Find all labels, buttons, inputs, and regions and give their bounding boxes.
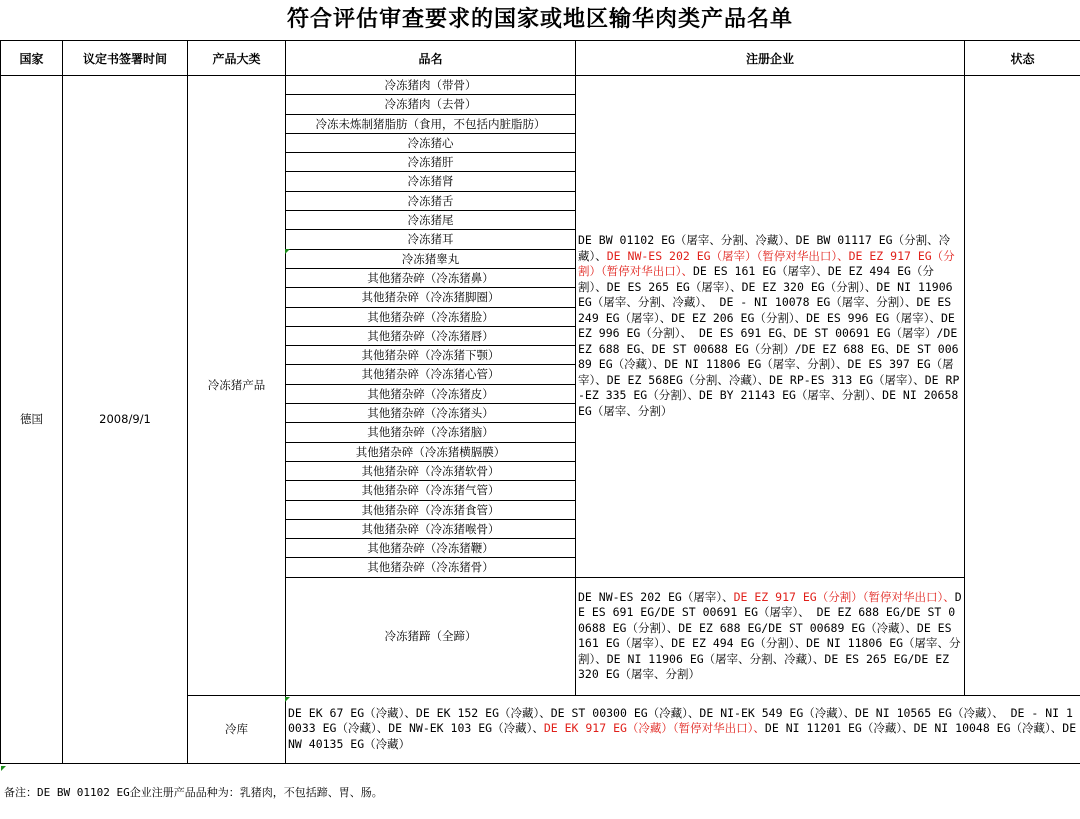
product-name-cell: 其他猪杂碎（冷冻猪骨）: [286, 558, 576, 577]
product-name-cell: 冷冻猪睾丸: [286, 249, 576, 268]
product-name-cell: 冷冻猪肾: [286, 172, 576, 191]
product-name-cell: 其他猪杂碎（冷冻猪脑）: [286, 423, 576, 442]
enterprise-text: DE ES 161 EG（屠宰）、DE EZ 494 EG（分割）、DE ES 265 EG（屠宰）、DE EZ 320 EG（分割）、DE NI 11906 EG（屠宰、分割、冷藏）、 DE - NI 10078 EG（屠宰、分割）、DE ES 249 EG（屠宰）、DE EZ 206 EG（分割）、DE ES 996 EG（屠宰）、DE EZ 996 EG（分割）、 DE ES 691 EG、DE ST 00691 EG（屠宰）/DE EZ 688 EG、DE ST 00688 EG（分割）/DE EZ 688 EG、DE ST 00689 EG（冷藏）、DE NI 11806 EG（屠宰、分割）、DE ES 397 EG（屠宰）、DE EZ 568EG（分割、冷藏）、DE RP-ES 313 EG（屠宰）、DE RP-EZ 335 EG（分割）、DE BY 21143 EG（屠宰、分割）、DE NI 20658 EG（屠宰、分割）: [578, 264, 960, 418]
product-name-cell: 其他猪杂碎（冷冻猪脸）: [286, 307, 576, 326]
category-cell: 冷冻猪产品: [188, 76, 286, 696]
enterprise-cell: [576, 577, 965, 695]
comment-marker: [285, 697, 290, 702]
footnote: 备注：DE BW 01102 EG企业注册产品品种为：乳猪肉，不包括蹄、胃、肠。: [4, 786, 383, 799]
product-name-cell: 冷冻猪心: [286, 133, 576, 152]
product-name-cell: 其他猪杂碎（冷冻猪食管）: [286, 500, 576, 519]
header-category: 产品大类: [188, 41, 286, 76]
product-name-cell: 其他猪杂碎（冷冻猪喉骨）: [286, 519, 576, 538]
category-cell: 冷库: [188, 695, 286, 763]
product-name-cell: 冷冻猪肉（带骨）: [286, 76, 576, 95]
product-name-cell: 其他猪杂碎（冷冻猪气管）: [286, 481, 576, 500]
enterprise-text: DE NW-ES 202 EG（屠宰）、: [578, 589, 734, 604]
page-title: 符合评估审查要求的国家或地区输华肉类产品名单: [286, 7, 793, 32]
product-name-cell: 冷冻猪肝: [286, 153, 576, 172]
product-name-cell: 其他猪杂碎（冷冻猪下颚）: [286, 346, 576, 365]
product-name-cell: 其他猪杂碎（冷冻猪心管）: [286, 365, 576, 384]
product-name-cell: 其他猪杂碎（冷冻猪脚圈）: [286, 288, 576, 307]
comment-marker: [285, 249, 290, 254]
enterprise-text: DE BW 01102 EG（屠宰、分割、冷藏）、DE BW 01117 EG（分割、冷藏）、: [578, 233, 951, 263]
product-name-cell: 其他猪杂碎（冷冻猪软骨）: [286, 461, 576, 480]
header-country: 国家: [1, 41, 63, 76]
enterprise-text: DE ES 691 EG/DE ST 00691 EG（屠宰）、 DE EZ 688 EG/DE ST 00688 EG（分割）、DE EZ 688 EG/DE ST 00689 EG（冷藏）、DE ES 161 EG（屠宰）、DE EZ 494 EG（分割）、DE NI 11806 EG（屠宰、分割）、DE NI 11906 EG（屠宰、分割、冷藏）、DE ES 265 EG/DE EZ 320 EG（屠宰、分割）: [578, 589, 962, 682]
country-cell: 德国: [1, 76, 63, 764]
product-name-cell: 其他猪杂碎（冷冻猪皮）: [286, 384, 576, 403]
header-status: 状态: [965, 41, 1080, 76]
header-product: 品名: [286, 41, 576, 76]
product-name-cell: 冷冻未炼制猪脂肪（食用，不包括内脏脂肪）: [286, 114, 576, 133]
product-name-cell: 其他猪杂碎（冷冻猪横膈膜）: [286, 442, 576, 461]
enterprise-text: DE EK 67 EG（冷藏）、DE EK 152 EG（冷藏）、DE ST 00300 EG（冷藏）、DE NI-EK 549 EG（冷藏）、DE NI 10565 EG（冷藏）、 DE - NI 10033 EG（冷藏）、DE NW-EK 103 EG（冷藏）、: [288, 705, 1073, 736]
suspended-enterprise-text: DE EK 917 EG（冷藏）（暂停对华出口）、: [543, 721, 765, 736]
header-enterprise: 注册企业: [576, 41, 965, 76]
product-name-cell: 其他猪杂碎（冷冻猪唇）: [286, 326, 576, 345]
product-name-cell: 其他猪杂碎（冷冻猪鞭）: [286, 539, 576, 558]
suspended-enterprise-text: DE EZ 917 EG（分割）（暂停对华出口）、: [733, 589, 955, 604]
product-name-cell: 其他猪杂碎（冷冻猪头）: [286, 404, 576, 423]
table-row: [1, 76, 1080, 95]
status-cell: [965, 76, 1080, 696]
header-row: [1, 41, 1080, 76]
product-name-cell: 冷冻猪耳: [286, 230, 576, 249]
enterprise-text: DE NI 11201 EG（冷藏）、DE NI 10048 EG（冷藏）、DE NW 40135 EG（冷藏）: [288, 721, 1077, 751]
suspended-enterprise-text: DE NW-ES 202 EG（屠宰）（暂停对华出口）、DE EZ 917 EG（分割）（暂停对华出口）、: [578, 248, 955, 279]
product-name-cell: 冷冻猪肉（去骨）: [286, 95, 576, 114]
header-date: 议定书签署时间: [63, 41, 188, 76]
product-name-cell: 其他猪杂碎（冷冻猪鼻）: [286, 268, 576, 287]
product-name-cell: 冷冻猪尾: [286, 211, 576, 230]
date-cell: 2008/9/1: [63, 76, 188, 764]
product-name-cell: 冷冻猪蹄（全蹄）: [286, 577, 576, 695]
comment-marker: [1, 766, 6, 771]
product-table: [0, 40, 1080, 764]
enterprise-cell: [576, 76, 965, 578]
enterprise-cell: [286, 695, 1080, 763]
product-name-cell: 冷冻猪舌: [286, 191, 576, 210]
